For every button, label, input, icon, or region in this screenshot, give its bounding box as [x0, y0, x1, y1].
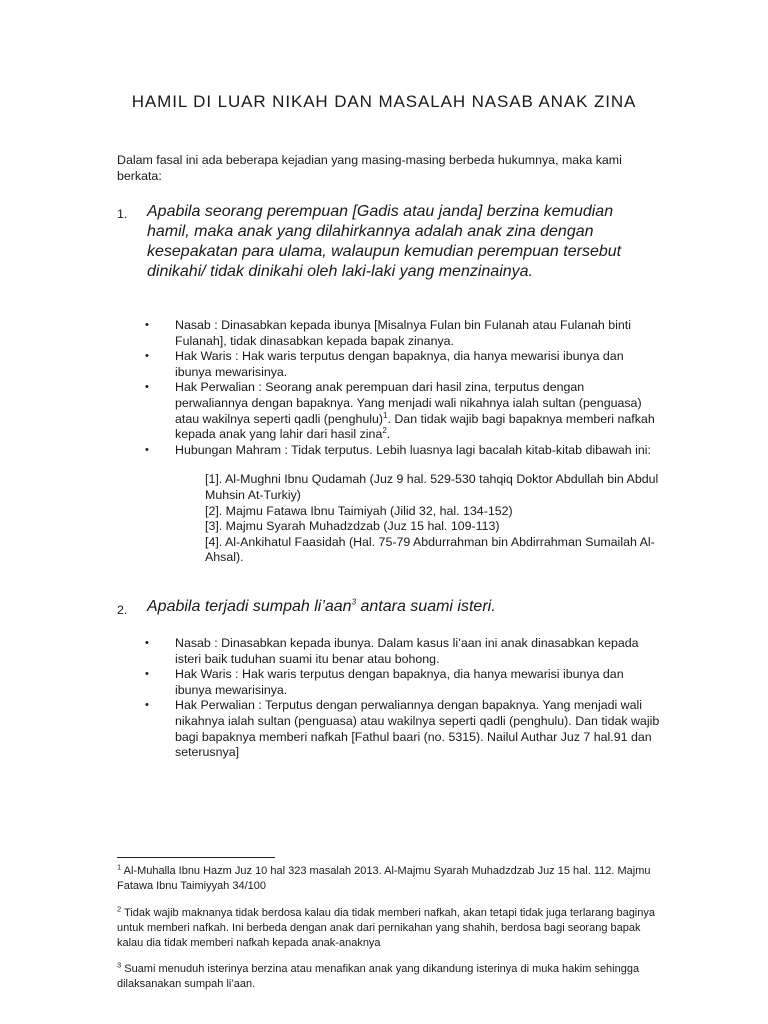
bullet-text-hak-waris: Hak Waris : Hak waris terputus dengan bapaknya, dia hanya mewarisi ibunya dan ibunya mewarisinya.: [175, 349, 624, 379]
intro-paragraph: Dalam fasal ini ada beberapa kejadian yang masing-masing berbeda hukumnya, maka kami berkata:: [117, 153, 622, 183]
section-1-number: 1.: [117, 207, 128, 221]
reference-list: [175, 472, 660, 566]
footnote-ref-1[interactable]: 1: [383, 410, 388, 420]
section-1-heading: Apabila seorang perempuan [Gadis atau janda] berzina kemudian hamil, maka anak yang dilahirkannya adalah anak zina dengan kesepakatan para ulama, walaupun kemudian perempuan tersebut dinikahi/ tidak dinikahi oleh laki-laki yang menzinainya.: [147, 203, 622, 280]
bullet-icon: •: [145, 381, 149, 394]
list-item: [145, 667, 660, 698]
bullet-text-nasab: Nasab : Dinasabkan kepada ibunya [Misalnya Fulan bin Fulanah atau Fulanah binti Fulanah], tidak dinasabkan kepada bapak zinanya.: [175, 318, 631, 348]
section-1-bullet-list: [145, 318, 660, 566]
bullet-icon: •: [145, 443, 149, 456]
footnote-2: $^2$ Tidak wajib maknanya tidak berdosa kalau dia tidak memberi nafkah, akan tetapi tidak juga terlarang baginya untuk memberi nafkah. Ini berbeda dengan anak dari pernikahan yang shahih, berdosa bagi seorang bapak kalau dia tidak memberi nafkah kepada anak-anaknya: [117, 904, 655, 949]
reference-item: [3]. Majmu Syarah Muhadzdzab (Juz 15 hal. 109-113): [205, 519, 500, 534]
footnote-mark: 1: [117, 862, 122, 872]
footnote-mark: 2: [117, 904, 122, 914]
bullet-text-nasab: Nasab : Dinasabkan kepada ibunya. Dalam kasus li’aan ini anak dinasabkan kepada isteri baik tuduhan suami itu benar atau bohong.: [175, 636, 639, 666]
section-2-number: 2.: [117, 603, 128, 617]
bullet-text-hak-perwalian: Hak Perwalian : Terputus dengan perwaliannya dengan bapaknya. Yang menjadi wali nikahnya ialah sultan (penguasa) atau wakilnya seperti qadli (penghulu). Dan tidak wajib bagi bapaknya memberi nafkah [Fathul baari (no. 5315). Nailul Authar Juz 7 hal.91 dan seterusnya]: [175, 698, 660, 760]
bullet-icon: •: [145, 350, 149, 363]
reference-item: [4]. Al-Ankihatul Faasidah (Hal. 75-79 Abdurrahman bin Abdirrahman Sumailah Al-Ahsal).: [205, 534, 655, 565]
bullet-icon: •: [145, 319, 149, 331]
list-item: [145, 380, 660, 442]
reference-item: [1]. Al-Mughni Ibnu Qudamah (Juz 9 hal. 529-530 tahqiq Doktor Abdullah bin Abdul Muhsin At-Turkiy): [205, 472, 659, 502]
footnote-3: $^3$ Suami menuduh isterinya berzina atau menafikan anak yang dikandung isterinya di muka hakim sehingga dilaksanakan sumpah li’aan.: [117, 960, 640, 990]
section-2-heading: Apabila terjadi sumpah li’aan$^3$ antara suami isteri.: [147, 597, 496, 615]
bullet-icon: •: [145, 668, 149, 681]
list-item: [145, 636, 660, 667]
bullet-icon: •: [145, 699, 149, 712]
list-item: [145, 349, 660, 380]
list-item: [145, 443, 660, 566]
section-2-bullet-list: [145, 636, 660, 761]
reference-item: [2]. Majmu Fatawa Ibnu Taimiyah (Jilid 32, hal. 134-152): [205, 503, 513, 518]
footnote-separator: [117, 857, 275, 858]
footnote-mark: 3: [117, 960, 122, 970]
footnote-ref-2[interactable]: 2: [382, 426, 387, 436]
bullet-text-hubungan-mahram: Hubungan Mahram : Tidak terputus. Lebih luasnya lagi bacalah kitab-kitab dibawah ini:: [175, 442, 651, 457]
bullet-icon: •: [145, 637, 149, 649]
bullet-text-hak-waris: Hak Waris : Hak waris terputus dengan bapaknya, dia hanya mewarisi ibunya dan ibunya mewarisinya.: [175, 667, 624, 697]
document-title: HAMIL DI LUAR NIKAH DAN MASALAH NASAB ANAK ZINA: [131, 92, 637, 111]
list-item: [145, 698, 660, 760]
bullet-text-hak-perwalian: Hak Perwalian : Seorang anak perempuan dari hasil zina, terputus dengan perwaliannya dengan bapaknya. Yang menjadi wali nikahnya ialah sultan (penguasa) atau wakilnya seperti qadli (penghulu)$^1$. Dan tidak wajib bagi bapaknya memberi nafkah kepada anak yang lahir dari hasil zina$^2$.: [175, 380, 655, 442]
footnote-1: $^1$ Al-Muhalla Ibnu Hazm Juz 10 hal 323 masalah 2013. Al-Majmu Syarah Muhadzdzab Juz 15 hal. 112. Majmu Fatawa Ibnu Taimiyyah 34/100: [117, 862, 651, 892]
list-item: [145, 318, 660, 349]
footnote-ref-3[interactable]: 3: [351, 597, 357, 607]
